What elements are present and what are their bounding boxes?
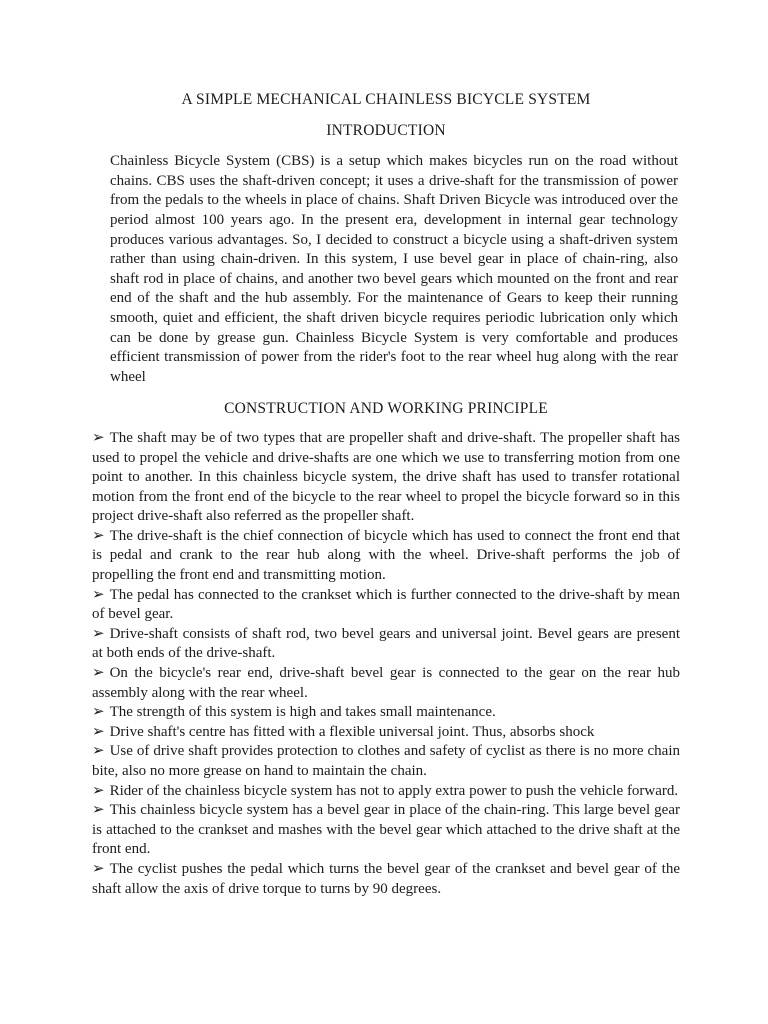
introduction-paragraph: Chainless Bicycle System (CBS) is a setup which makes bicycles run on the road without chains. CBS uses the shaft-driven concept; it uses a drive-shaft for the transmission of power from the pedals to the wheels in place of chains. Shaft Driven Bicycle was introduced over the period almost 100 years ago. In the present era, development in internal gear technology produces various advantages. So, I decided to construct a bicycle using a shaft-driven system rather than using chain-driven. In this system, I use bevel gear in place of chain-ring, also shaft rod in place of chains, and another two bevel gears which mounted on the front and rear end of the shaft and the hub assembly. For the maintenance of Gears to keep their running smooth, quiet and efficient, the shaft driven bicycle requires periodic lubrication only which can be done by grease gun. Chainless Bicycle System is very comfortable and produces efficient transmission of power from the rider's foot to the rear wheel hug along with the rear wheel (110, 153, 678, 385)
bullet-text: Use of drive shaft provides protection to clothes and safety of cyclist as there is no more chain bite, also no more grease on hand to maintain the chain. (92, 743, 680, 779)
document-title: A SIMPLE MECHANICAL CHAINLESS BICYCLE SYSTEM (181, 91, 591, 108)
arrow-bullet-icon: ➢ (92, 743, 105, 760)
bullet-item (92, 703, 680, 723)
arrow-bullet-icon: ➢ (92, 782, 105, 799)
bullet-text: The strength of this system is high and takes small maintenance. (109, 704, 496, 721)
bullet-item (92, 664, 680, 703)
bullet-item (92, 801, 680, 860)
introduction-heading: INTRODUCTION (326, 121, 446, 139)
arrow-bullet-icon: ➢ (92, 665, 105, 682)
arrow-bullet-icon: ➢ (92, 802, 105, 819)
bullet-text: The drive-shaft is the chief connection of bicycle which has used to connect the front end that is pedal and crank to the rear hub along with the wheel. Drive-shaft performs the job of propelling the front end and transmitting motion. (92, 527, 680, 584)
bullet-item (92, 782, 680, 802)
arrow-bullet-icon: ➢ (92, 429, 105, 446)
bullet-list (92, 429, 680, 899)
arrow-bullet-icon: ➢ (92, 586, 105, 603)
bullet-item (92, 860, 680, 899)
bullet-item (92, 586, 680, 625)
bullet-item (92, 723, 680, 743)
arrow-bullet-icon: ➢ (92, 723, 105, 740)
arrow-bullet-icon: ➢ (92, 860, 105, 877)
bullet-item (92, 742, 680, 781)
bullet-item (92, 625, 680, 664)
arrow-bullet-icon: ➢ (92, 704, 105, 721)
bullet-text: On the bicycle's rear end, drive-shaft bevel gear is connected to the gear on the rear hub assembly along with the rear wheel. (92, 665, 680, 701)
arrow-bullet-icon: ➢ (92, 625, 105, 642)
bullet-text: Drive-shaft consists of shaft rod, two bevel gears and universal joint. Bevel gears are present at both ends of the drive-shaft. (92, 625, 680, 662)
bullet-text: Drive shaft's centre has fitted with a flexible universal joint. Thus, absorbs shock (109, 723, 595, 740)
bullet-text: The shaft may be of two types that are propeller shaft and drive-shaft. The propeller shaft has used to propel the vehicle and drive-shafts are one which we use to transferring motion from one point to another. In this chainless bicycle system, the drive shaft has used to transfer rotational motion from the front end of the bicycle to the rear wheel to propel the bicycle forward so in this project drive-shaft also referred as the propeller shaft. (92, 429, 680, 525)
bullet-item (92, 429, 680, 527)
bullet-text: The pedal has connected to the crankset which is further connected to the drive-shaft by mean of bevel gear. (92, 586, 680, 623)
bullet-text: Rider of the chainless bicycle system has not to apply extra power to push the vehicle forward. (109, 782, 679, 799)
bullet-text: The cyclist pushes the pedal which turns the bevel gear of the crankset and bevel gear of the shaft allow the axis of drive torque to turns by 90 degrees. (92, 860, 680, 897)
bullet-item (92, 527, 680, 586)
arrow-bullet-icon: ➢ (92, 527, 105, 544)
construction-heading: CONSTRUCTION AND WORKING PRINCIPLE (224, 400, 548, 418)
bullet-text: This chainless bicycle system has a bevel gear in place of the chain-ring. This large bevel gear is attached to the crankset and mashes with the bevel gear which attached to the drive shaft at the front end. (92, 802, 680, 858)
